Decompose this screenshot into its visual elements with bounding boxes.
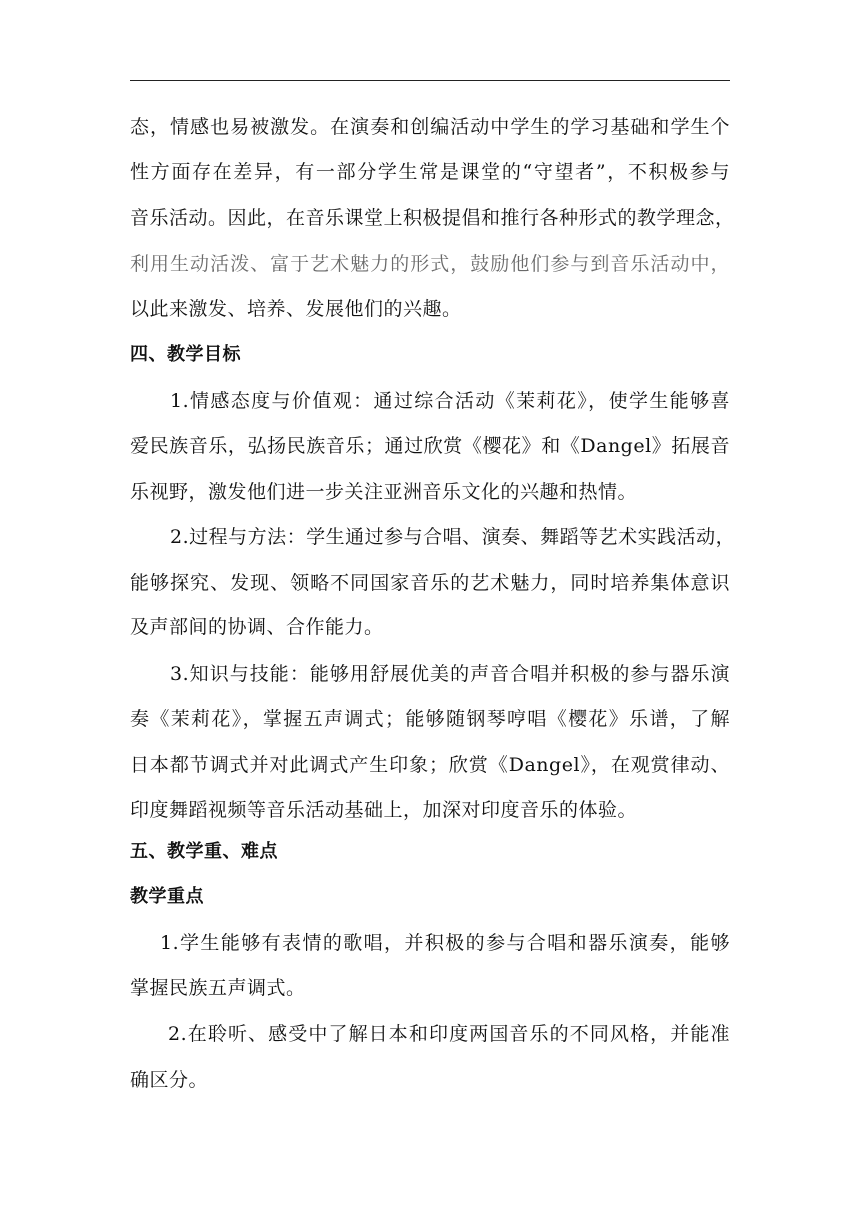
body-line: 印度舞蹈视频等音乐活动基础上，加深对印度音乐的体验。 [130,799,638,821]
subheading-key-points: 教学重点 [130,886,204,907]
body-line: 3.知识与技能：能够用舒展优美的声音合唱并积极的参与器乐演 [170,663,730,685]
body-line: 2.过程与方法：学生通过参与合唱、演奏、舞蹈等艺术实践活动， [170,526,736,548]
section-heading-key-difficult: 五、教学重、难点 [130,841,278,862]
body-line: 利用生动活泼、富于艺术魅力的形式，鼓励他们参与到音乐活动中， [130,253,730,275]
body-line: 音乐活动。因此，在音乐课堂上积极提倡和推行各种形式的教学理念， [130,207,735,229]
body-line: 态，情感也易被激发。在演奏和创编活动中学生的学习基础和学生个 [130,116,730,138]
body-line: 乐视野，激发他们进一步关注亚洲音乐文化的兴趣和热情。 [130,481,638,503]
body-line: 能够探究、发现、领略不同国家音乐的艺术魅力，同时培养集体意识 [130,572,730,594]
section-heading-objectives: 四、教学目标 [130,344,241,365]
body-line: 确区分。 [130,1069,209,1091]
body-line: 日本都节调式并对此调式产生印象；欣赏《Dangel》，在观赏律动、 [130,754,730,776]
body-line: 及声部间的协调、合作能力。 [130,616,384,638]
body-line: 掌握民族五声调式。 [130,977,306,999]
body-line: 2.在聆听、感受中了解日本和印度两国音乐的不同风格，并能准 [168,1023,730,1045]
body-line: 奏《茉莉花》，掌握五声调式；能够随钢琴哼唱《樱花》乐谱，了解 [130,708,730,730]
body-line: 性方面存在差异，有一部分学生常是课堂的“守望者”，不积极参与 [130,161,730,183]
body-line: 1.情感态度与价值观：通过综合活动《茉莉花》，使学生能够喜 [170,390,730,412]
body-line: 爱民族音乐，弘扬民族音乐；通过欣赏《樱花》和《Dangel》拓展音 [130,435,730,457]
body-line: 以此来激发、培养、发展他们的兴趣。 [130,298,462,320]
body-line: 1.学生能够有表情的歌唱，并积极的参与合唱和器乐演奏，能够 [160,932,730,954]
header-rule [130,80,730,81]
